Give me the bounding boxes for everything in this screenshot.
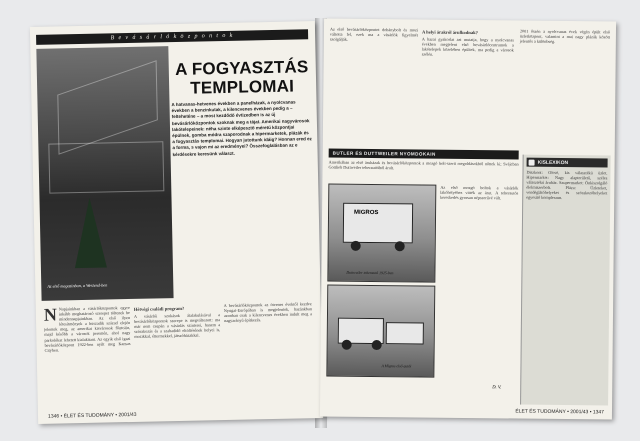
lead-paragraph: A hatvanas-hetvenes években a panelházak, a nyolcvanas években a benzinkutak, a kilencvenes években pedig a – felteheténe – a most kezdődő évtizedben is az új bevásárlóközpontok szoknak meg a tájat. Amerikai nagyvárosok lakótelepeinek: néha szinte elképesztő méretű központjai épülnek, gomba módra szaporodnak a hipermarketek, plázák és a fogyasztás templomai. Hogyan jutottunk idáig? Honnan ered ez a forma, s vajon mi az eredményei? Összefoglalásban az e kérdésekre keresünk választ.: [171, 99, 312, 157]
truck-photo-2: [326, 285, 435, 378]
facade: [48, 141, 164, 193]
page-footer-left: 1346 • ÉLET ÉS TUDOMÁNY • 2001/43: [47, 411, 137, 420]
christmas-tree: [73, 197, 106, 268]
lexikon-header: [527, 158, 608, 168]
lexikon-text: Diszkont: Olcsó, kis választékú üzlet. Hipermarket: Nagy alapterületű, széles választékú áruház. Szupermarket: Önkiszolgáló élelmiszerbolt. Pláza: Üzleteket, vendéglátóhelyeket és szórakozóhelyeket egyesítő komplexum.: [526, 169, 608, 201]
signature: D. V.: [492, 384, 502, 390]
photo1-caption: Duttweiler teherautó 1925-ben: [346, 270, 394, 276]
section-header: B e v á s á r l ó k ö z p o n t o k: [36, 29, 308, 45]
body-text-2: A vásárlói szokások átalakulásával a bevásárlóközpontok szerepe is megváltozott: ma már nem csupán a vásárlás színterei, hanem a szórakozás és a szabadidő eltöltésének helyei is, mozikkal, éttermekkel, játszóházakkal.: [133, 312, 221, 340]
headline: A FOGYASZTÁS TEMPLOMAI: [174, 57, 309, 98]
body-column-1: [44, 305, 131, 353]
subhead-right: A helyi árakról árulkodnak?: [421, 29, 479, 36]
wheel: [351, 241, 361, 251]
photo-text-right: Az első mozgó boltok a vásárlók lakóhelyéhez vitték az árut. A teherautós kereskedés gyorsan népszerűvé vált.: [440, 184, 519, 201]
wheel: [395, 241, 405, 251]
top-column-3: [520, 29, 610, 45]
body-text-1: Napjainkban a vásárlóközpontok egyre inkább meghatározó szerepet töltenek be mindennapjainkban. Az első ilyen létesítmények a huszadik század elején jelentek meg, az amerikai kisvárosok főutcáin, majd később a városok peremén, ahol nagy parkolókat lehetett kialakítani. Az egyik első igazi bevásárlóközpont 1922-ben nyílt meg Kansas Cityben.: [44, 304, 131, 353]
book-icon: [529, 159, 535, 165]
page-footer-right: ÉLET ÉS TUDOMÁNY • 2001/43 • 1347: [515, 408, 605, 416]
body-column-2: [134, 303, 221, 339]
left-page: [30, 21, 323, 424]
photo-box-title: BUTLER ÉS DUTTWEILER NYOMDOKAIN: [329, 149, 519, 160]
top-column-2: [422, 28, 514, 58]
wheel: [342, 340, 352, 350]
lexikon-box: [520, 155, 611, 406]
subhead: Hétvégi családi program?: [133, 305, 185, 312]
top-text-3: 2001 őszén a nyolcvanas évek végén épült első üzletközpont, valamint a mai nagy plázák között jelentős a különbség.: [519, 28, 610, 45]
body-text-3: A bevásárlóközpontok az ötvenes évektől kezdve Nyugat-Európában is megjelentek, hazánkban azonban csak a kilencvenes években indult meg a nagyarányú építkezés.: [223, 301, 312, 324]
body-column-3: [224, 301, 312, 323]
lexikon-title: KISLEXIKON: [537, 159, 569, 166]
trailer: [386, 322, 424, 344]
photo-box-text: Amerikában az első áruházak és bevásárlóközpontok a mozgó bolt-szerű megoldásokból nőttek ki; Svájcban Gottlieb Duttweiler teherautóiból árult.: [328, 159, 519, 171]
top-column-1: [330, 27, 418, 43]
truck-sign: MIGROS: [354, 209, 379, 217]
top-text-1: Az első bevásárlóközpontot dohánybolt és mozi váltotta fel, ezek ma a vásárlók figyelmét szolgálják.: [329, 26, 419, 42]
right-page: [320, 18, 616, 419]
photo2-caption: A Migros első autói: [381, 364, 412, 369]
wheel: [372, 340, 382, 350]
top-text-2: A hazai gyakorlat azt mutatja, hogy a nyolcvanas években megjelent első bevásárlócentrumok a lakótelepek közelében épültek, ma pedig a városok szélén.: [421, 36, 514, 58]
photo-caption: Az első magazinban, a Westend-ben: [47, 282, 108, 289]
glass-roof: [57, 60, 158, 155]
mall-photo: [36, 46, 173, 301]
truck-body: [343, 203, 413, 244]
drop-cap: N: [43, 304, 58, 325]
truck-photo-1: [327, 184, 436, 283]
